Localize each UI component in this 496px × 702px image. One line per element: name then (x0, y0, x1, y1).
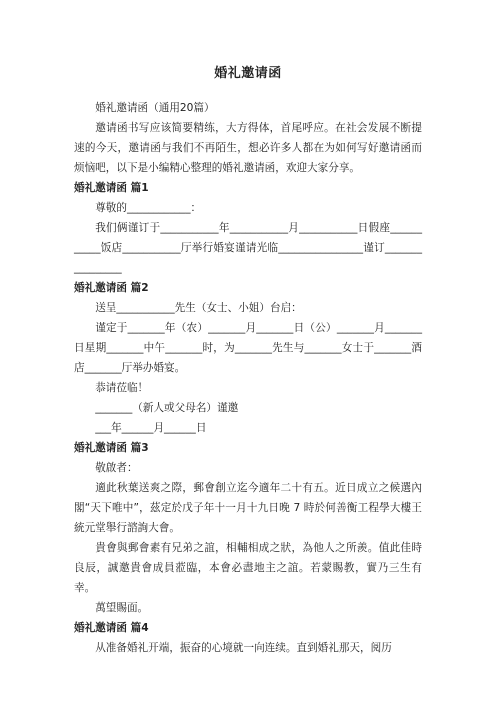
paragraph: 適此秋葉送爽之際，郵會創立迄今適年二十有五。近日成立之候選內閣“天下唯中”，茲定於戊子年十一月十九日晚 7 時於何善衡工程學大樓王統元堂舉行諮詢大會。 (74, 482, 422, 534)
paragraph: 敬啟者： (95, 462, 138, 474)
paragraph: 我们俩谨订于___________年___________月___________日假座___________饭店___________厅举行婚宴谨请光临________________谨订________________ (74, 222, 422, 274)
section-heading: 婚礼邀请函 篇4 (74, 622, 149, 634)
paragraph: _______（新人或父母名）谨邀 (95, 402, 239, 414)
paragraph: 恭请莅临！ (95, 382, 149, 394)
paragraph: 从准备婚礼开端，振奋的心境就一向连续。直到婚礼那天，阅历 (95, 642, 392, 654)
section-heading: 婚礼邀请函 篇3 (74, 442, 149, 454)
section-heading: 婚礼邀请函 篇1 (74, 182, 149, 194)
paragraph: 谨定于_______年（农）_______月_______日（公）_______月_______日星期_______中午_______时，为_______先生与_______女士于_______酒店_______厅举办婚宴。 (74, 322, 422, 374)
paragraph: 萬望賜面。 (95, 602, 149, 614)
paragraph: ___年______月______日 (95, 422, 207, 434)
paragraph: 送呈___________先生（女士、小姐）台启： (95, 302, 302, 314)
document-title: 婚礼邀请函 (214, 66, 282, 81)
document-body (74, 98, 422, 658)
paragraph: 婚礼邀请函（通用20篇） (95, 102, 215, 114)
paragraph: 邀请函书写应该简要精练，大方得体，首尾呼应。在社会发展不断提速的今天，邀请函与我们不再陌生，想必许多人都在为如何写好邀请函而烦恼吧，以下是小编精心整理的婚礼邀请函，欢迎大家分享。 (74, 122, 422, 174)
paragraph: 尊敬的____________： (95, 202, 202, 214)
section-heading: 婚礼邀请函 篇2 (74, 282, 149, 294)
paragraph: 貴會與郵會素有兄弟之誼，相輔相成之狀，為他人之所羨。值此佳時良辰，誠邀貴會成員蒞臨，本會必盡地主之誼。若蒙賜教，實乃三生有幸。 (74, 542, 422, 594)
